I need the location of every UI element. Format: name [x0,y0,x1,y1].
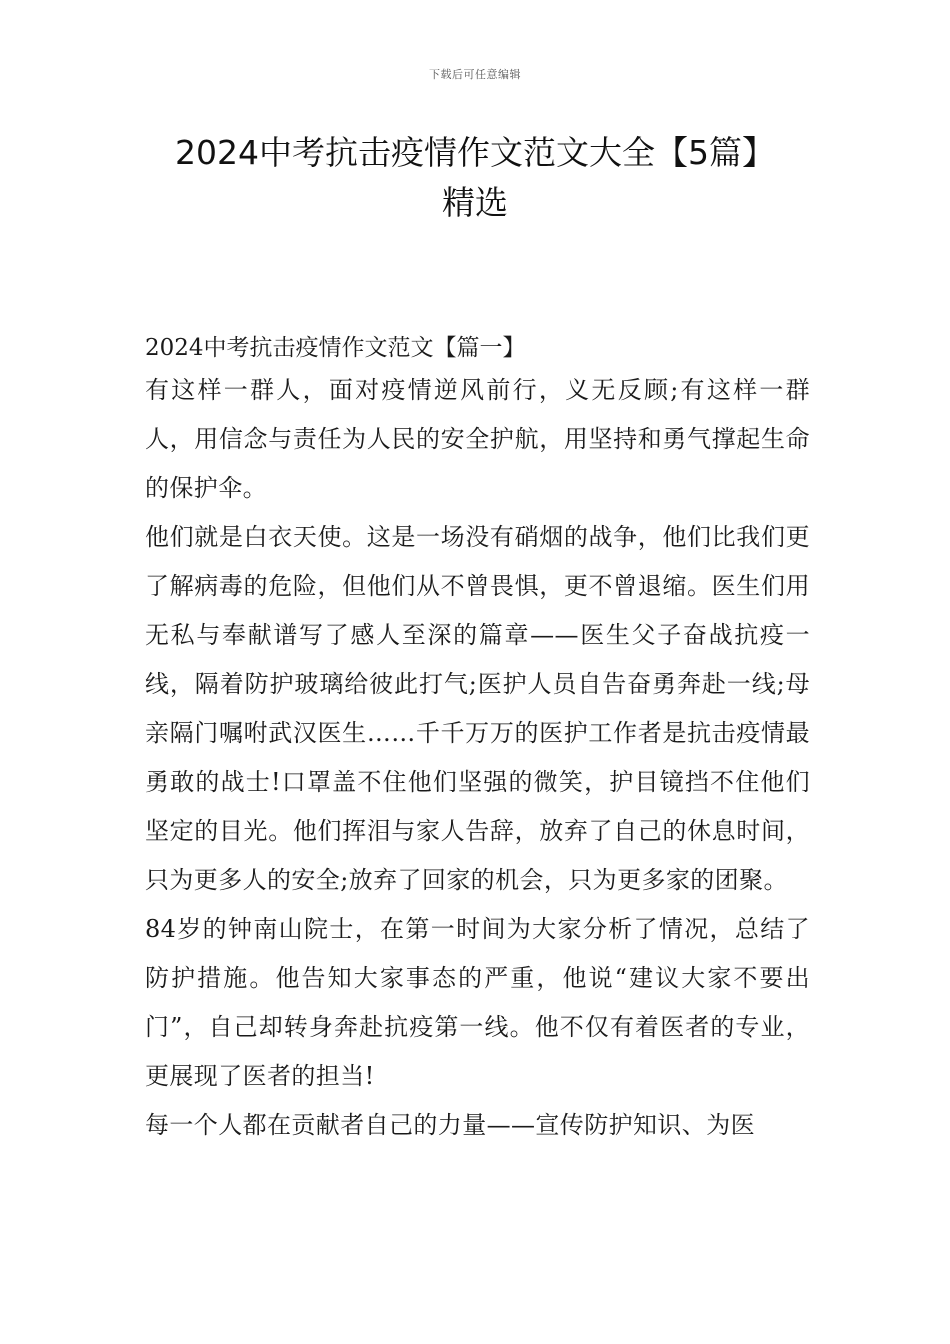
title-line-1: 2024中考抗击疫情作文范文大全【5篇】 [175,133,775,172]
paragraph-3: 84岁的钟南山院士，在第一时间为大家分析了情况，总结了防护措施。他告知大家事态的严重，他说“建议大家不要出门”，自己却转身奔赴抗疫第一线。他不仅有着医者的专业，更展现了医者的担当! [145,915,810,1090]
header-note: 下载后可任意编辑 [429,68,521,81]
document-title [100,128,850,228]
section-heading: 2024中考抗击疫情作文范文【篇一】 [145,335,526,361]
paragraph-4: 每一个人都在贡献者自己的力量——宣传防护知识、为医 [145,1111,755,1139]
title-line-2: 精选 [442,183,508,222]
paragraph-1: 有这样一群人，面对疫情逆风前行，义无反顾;有这样一群人，用信念与责任为人民的安全护航，用坚持和勇气撑起生命的保护伞。 [145,376,810,502]
paragraph-2: 他们就是白衣天使。这是一场没有硝烟的战争，他们比我们更了解病毒的危险，但他们从不曾畏惧，更不曾退缩。医生们用无私与奉献谱写了感人至深的篇章——医生父子奋战抗疫一线，隔着防护玻璃给彼此打气;医护人员自告奋勇奔赴一线;母亲隔门嘱咐武汉医生……千千万万的医护工作者是抗击疫情最勇敢的战士!口罩盖不住他们坚强的微笑，护目镜挡不住他们坚定的目光。他们挥泪与家人告辞，放弃了自己的休息时间，只为更多人的安全;放弃了回家的机会，只为更多家的团聚。 [145,523,810,894]
document-body [145,330,810,1150]
